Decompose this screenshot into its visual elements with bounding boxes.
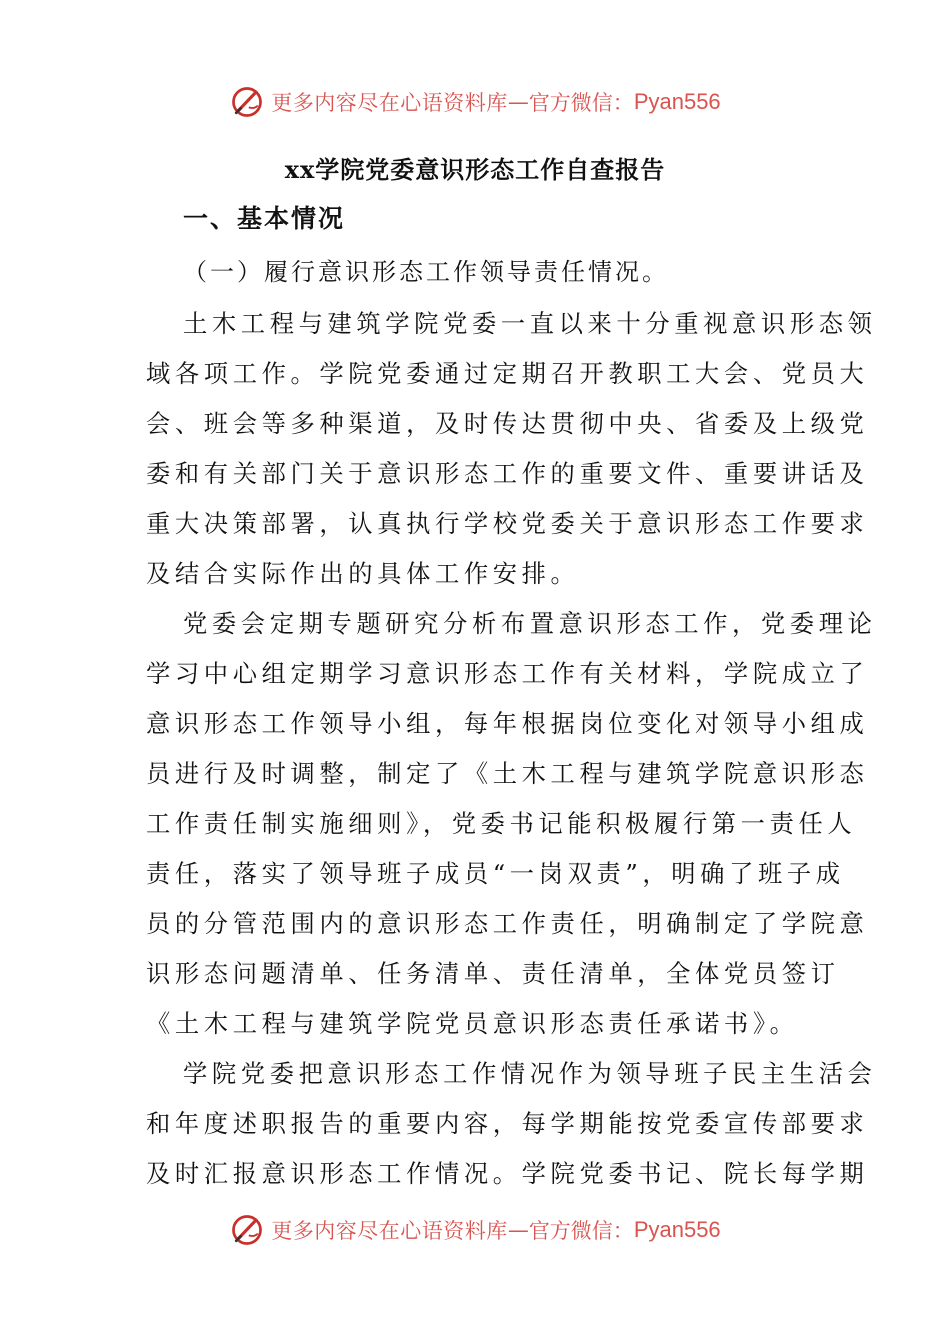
banner-dash: —	[507, 90, 529, 114]
body-line: 委和有关部门关于意识形态工作的重要文件、重要讲话及	[146, 459, 869, 488]
body-line: 学习中心组定期学习意识形态工作有关材料，学院成立了	[146, 659, 869, 688]
banner-wechat-id: Pyan556	[633, 89, 721, 114]
body-line: 学院党委把意识形态工作情况作为领导班子民主生活会	[183, 1059, 877, 1088]
header-banner	[0, 80, 950, 124]
section-heading: 一、基本情况	[183, 204, 346, 233]
body-line: 员进行及时调整，制定了《土木工程与建筑学院意识形态	[146, 759, 869, 788]
body-line: 党委会定期专题研究分析布置意识形态工作，党委理论	[183, 609, 877, 638]
body-line: 及时汇报意识形态工作情况。学院党委书记、院长每学期	[146, 1159, 869, 1188]
banner-dash: —	[507, 1218, 529, 1242]
body-line: 土木工程与建筑学院党委一直以来十分重视意识形态领	[183, 309, 877, 338]
document-title: xx学院党委意识形态工作自查报告	[284, 155, 666, 184]
body-line: 和年度述职报告的重要内容，每学期能按党委宣传部要求	[146, 1109, 869, 1138]
footer-banner	[0, 1208, 950, 1252]
body-line: 工作责任制实施细则》，党委书记能积极履行第一责任人	[146, 809, 857, 838]
body-line: 责任，落实了领导班子成员“一岗双责”，明确了班子成	[146, 859, 845, 888]
body-line: 《土木工程与建筑学院党员意识形态责任承诺书》。	[146, 1009, 799, 1038]
body-line: 识形态问题清单、任务清单、责任清单，全体党员签订	[146, 959, 840, 988]
pen-logo-icon	[229, 1212, 265, 1248]
banner-text: 更多内容尽在心语资料库	[271, 91, 508, 115]
subsection-heading: （一）履行意识形态工作领导责任情况。	[183, 258, 669, 286]
body-line: 及结合实际作出的具体工作安排。	[146, 559, 580, 588]
body-line: 域各项工作。学院党委通过定期召开教职工大会、党员大	[146, 359, 869, 388]
banner-text: 更多内容尽在心语资料库	[271, 1219, 508, 1243]
banner-wechat-label: 官方微信：	[528, 1219, 634, 1243]
banner-wechat-id: Pyan556	[633, 1217, 721, 1242]
body-line: 意识形态工作领导小组，每年根据岗位变化对领导小组成	[146, 709, 869, 738]
body-line: 会、班会等多种渠道，及时传达贯彻中央、省委及上级党	[146, 409, 869, 438]
body-line: 重大决策部署，认真执行学校党委关于意识形态工作要求	[146, 509, 869, 538]
pen-logo-icon	[229, 84, 265, 120]
banner-wechat-label: 官方微信：	[528, 91, 634, 115]
body-line: 员的分管范围内的意识形态工作责任，明确制定了学院意	[146, 909, 869, 938]
